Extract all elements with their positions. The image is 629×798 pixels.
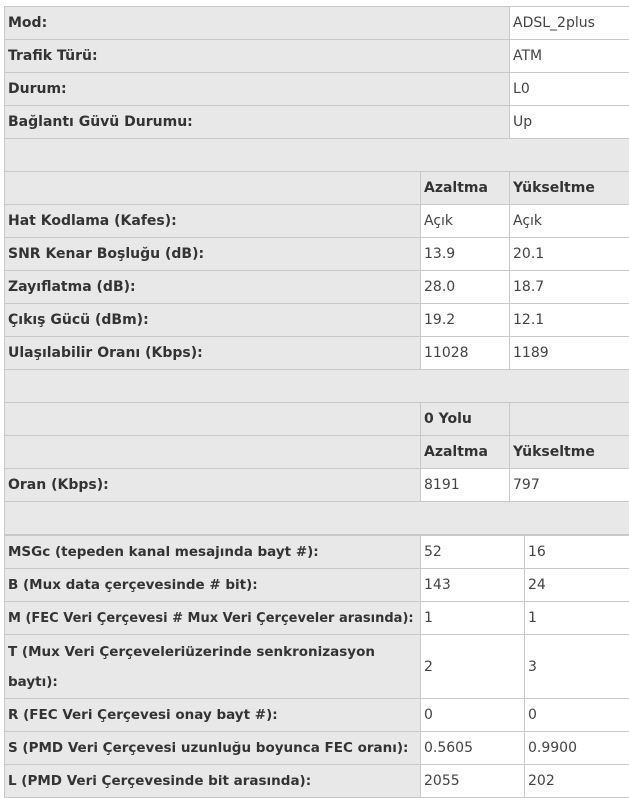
framing-row-s — [5, 732, 629, 765]
framing-row-label: S (PMD Veri Çerçevesi uzunluğu boyunca FEC oranı): — [5, 732, 421, 765]
line-row-down: Açık — [421, 205, 510, 238]
line-row-down: 11028 — [421, 337, 510, 370]
framing-row-up: 1 — [525, 602, 629, 635]
line-row-attenuation — [5, 271, 629, 304]
link-power-label: Bağlantı Güvü Durumu: — [5, 106, 510, 139]
path-header-row — [5, 403, 629, 436]
line-row-output-power — [5, 304, 629, 337]
framing-row-label: MSGc (tepeden kanal mesajında bayt #): — [5, 536, 421, 569]
path-col-downstream: Azaltma — [421, 436, 510, 469]
separator-cell — [5, 370, 629, 403]
path-col-upstream: Yükseltme — [510, 436, 629, 469]
line-row-label: Ulaşılabilir Oranı (Kbps): — [5, 337, 421, 370]
framing-row-down: 1 — [421, 602, 525, 635]
link-power-value: Up — [510, 106, 629, 139]
path-rate-up: 797 — [510, 469, 629, 502]
line-row-down: 28.0 — [421, 271, 510, 304]
separator-row — [5, 502, 629, 535]
line-row-up: Açık — [510, 205, 629, 238]
path-rate-row — [5, 469, 629, 502]
framing-row-up: 0.9900 — [525, 732, 629, 765]
line-row-down: 19.2 — [421, 304, 510, 337]
line-row-label: SNR Kenar Boşluğu (dB): — [5, 238, 421, 271]
line-header-blank — [5, 172, 421, 205]
framing-row-down: 0 — [421, 699, 525, 732]
traffic-type-label: Trafik Türü: — [5, 40, 510, 73]
path-rate-down: 8191 — [421, 469, 510, 502]
path-columns-blank — [5, 436, 421, 469]
path-header-blank — [510, 403, 629, 436]
framing-row-up: 0 — [525, 699, 629, 732]
line-row-attainable-rate — [5, 337, 629, 370]
framing-row-t — [5, 635, 629, 699]
line-header-row — [5, 172, 629, 205]
adsl-status-table — [4, 6, 629, 535]
line-row-up: 1189 — [510, 337, 629, 370]
mode-label: Mod: — [5, 7, 510, 40]
framing-row-up: 3 — [525, 635, 629, 699]
framing-row-label: L (PMD Veri Çerçevesinde bit arasında): — [5, 765, 421, 798]
line-row-up: 20.1 — [510, 238, 629, 271]
line-row-label: Çıkış Gücü (dBm): — [5, 304, 421, 337]
traffic-type-value: ATM — [510, 40, 629, 73]
line-row-label: Zayıflatma (dB): — [5, 271, 421, 304]
framing-row-up: 202 — [525, 765, 629, 798]
line-row-label: Hat Kodlama (Kafes): — [5, 205, 421, 238]
line-row-up: 18.7 — [510, 271, 629, 304]
framing-row-down: 143 — [421, 569, 525, 602]
mode-value: ADSL_2plus — [510, 7, 629, 40]
line-row-trellis — [5, 205, 629, 238]
framing-parameters-table — [4, 535, 629, 798]
framing-row-label: T (Mux Veri Çerçeveleriüzerinde senkronizasyon baytı): — [5, 635, 421, 699]
framing-row-msgc — [5, 536, 629, 569]
framing-row-l — [5, 765, 629, 798]
path-columns-row — [5, 436, 629, 469]
framing-row-up: 24 — [525, 569, 629, 602]
path-label: 0 Yolu — [421, 403, 510, 436]
framing-row-label: B (Mux data çerçevesinde # bit): — [5, 569, 421, 602]
line-col-downstream: Azaltma — [421, 172, 510, 205]
line-row-up: 12.1 — [510, 304, 629, 337]
line-row-snr — [5, 238, 629, 271]
separator-cell — [5, 502, 629, 535]
framing-row-r — [5, 699, 629, 732]
separator-row — [5, 370, 629, 403]
state-value: L0 — [510, 73, 629, 106]
framing-row-down: 52 — [421, 536, 525, 569]
separator-row — [5, 139, 629, 172]
framing-row-b — [5, 569, 629, 602]
line-row-down: 13.9 — [421, 238, 510, 271]
framing-row-down: 2055 — [421, 765, 525, 798]
framing-row-label: R (FEC Veri Çerçevesi onay bayt #): — [5, 699, 421, 732]
path-rate-label: Oran (Kbps): — [5, 469, 421, 502]
state-row — [5, 73, 629, 106]
framing-row-down: 0.5605 — [421, 732, 525, 765]
framing-row-label: M (FEC Veri Çerçevesi # Mux Veri Çerçeveler arasında): — [5, 602, 421, 635]
traffic-type-row — [5, 40, 629, 73]
separator-cell — [5, 139, 629, 172]
line-col-upstream: Yükseltme — [510, 172, 629, 205]
framing-row-m — [5, 602, 629, 635]
path-header-blank — [5, 403, 421, 436]
framing-row-up: 16 — [525, 536, 629, 569]
framing-row-down: 2 — [421, 635, 525, 699]
state-label: Durum: — [5, 73, 510, 106]
mode-row — [5, 7, 629, 40]
link-power-row — [5, 106, 629, 139]
